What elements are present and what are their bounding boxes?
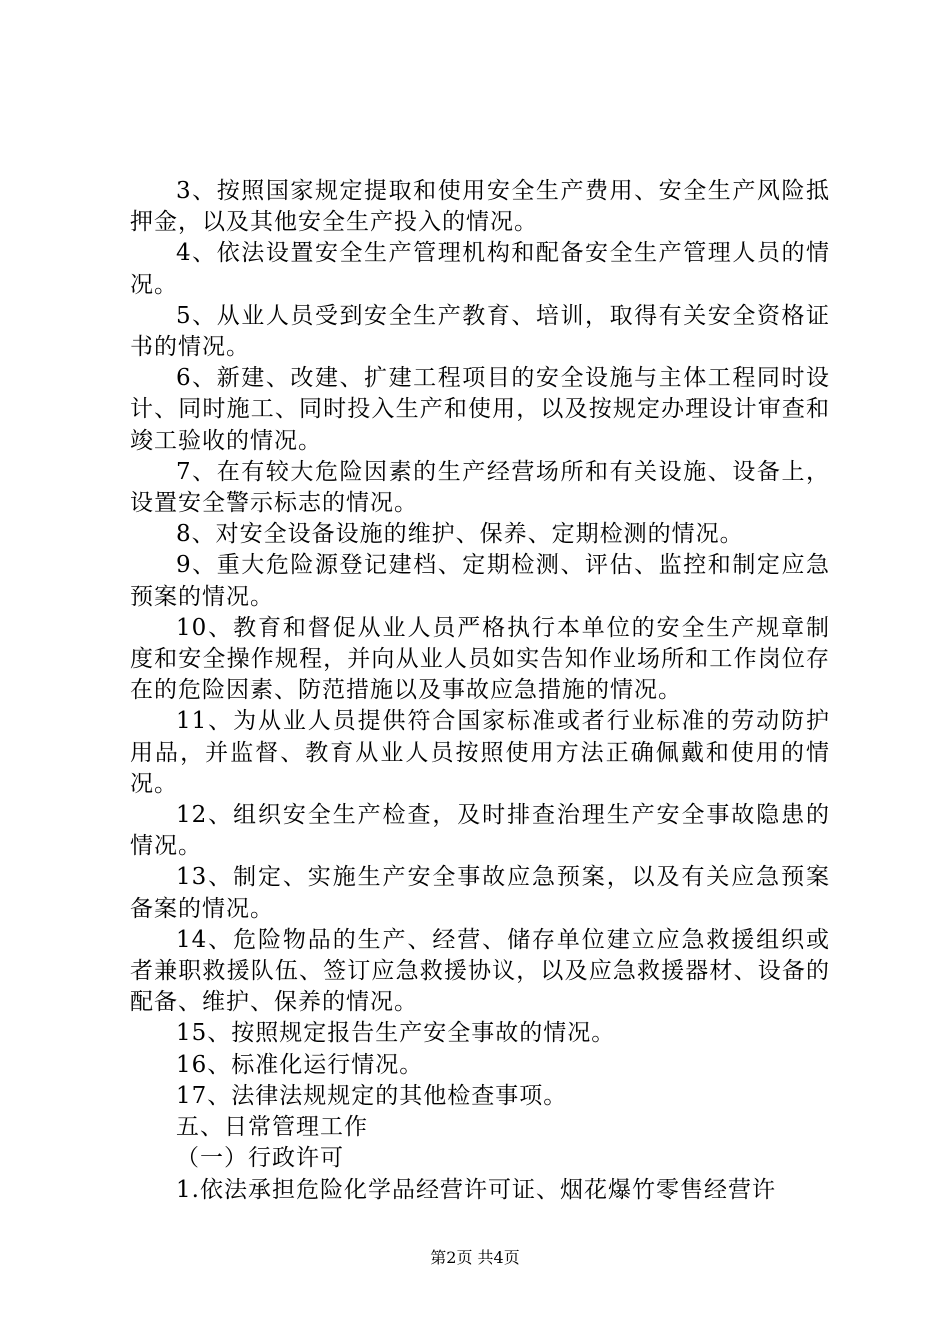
paragraph-item-8: 8、对安全设备设施的维护、保养、定期检测的情况。	[176, 521, 744, 548]
paragraph-item-15: 15、按照规定报告生产安全事故的情况。	[176, 1020, 616, 1047]
paragraph-item-5: 5、从业人员受到安全生产教育、培训，取得有关安全资格证书的情况。	[130, 302, 830, 361]
paragraph-item-9: 9、重大危险源登记建档、定期检测、评估、监控和制定应急预案的情况。	[130, 552, 830, 610]
paragraph-item-3: 3、按照国家规定提取和使用安全生产费用、安全生产风险抵押金，以及其他安全生产投入的情况。	[130, 178, 830, 236]
paragraph-item-10: 10、教育和督促从业人员严格执行本单位的安全生产规章制度和安全操作规程，并向从业人员如实告知作业场所和工作岗位存在的危险因素、防范措施以及事故应急措施的情况。	[130, 614, 830, 704]
paragraph-item-12: 12、组织安全生产检查，及时排查治理生产安全事故隐患的情况。	[130, 802, 830, 860]
paragraph-item-13: 13、制定、实施生产安全事故应急预案，以及有关应急预案备案的情况。	[130, 864, 830, 922]
paragraph-item-1: 1.依法承担危险化学品经营许可证、烟花爆竹零售经营许	[176, 1176, 776, 1203]
paragraph-item-11: 11、为从业人员提供符合国家标准或者行业标准的劳动防护用品，并监督、教育从业人员按照使用方法正确佩戴和使用的情况。	[130, 708, 830, 797]
paragraph-item-4: 4、依法设置安全生产管理机构和配备安全生产管理人员的情况。	[130, 240, 830, 298]
document-body	[130, 176, 830, 1206]
paragraph-item-16: 16、标准化运行情况。	[176, 1051, 424, 1078]
paragraph-item-17: 17、法律法规规定的其他检查事项。	[176, 1082, 568, 1109]
page-footer: 第2页 共4页	[430, 1248, 520, 1267]
section-heading: 五、日常管理工作	[176, 1114, 368, 1141]
subsection-heading: （一）行政许可	[176, 1145, 344, 1172]
paragraph-item-7: 7、在有较大危险因素的生产经营场所和有关设施、设备上，设置安全警示标志的情况。	[130, 458, 830, 517]
paragraph-item-6: 6、新建、改建、扩建工程项目的安全设施与主体工程同时设计、同时施工、同时投入生产和使用，以及按规定办理设计审查和竣工验收的情况。	[130, 365, 830, 454]
paragraph-item-14: 14、危险物品的生产、经营、储存单位建立应急救援组织或者兼职救援队伍、签订应急救援协议，以及应急救援器材、设备的配备、维护、保养的情况。	[130, 926, 830, 1016]
